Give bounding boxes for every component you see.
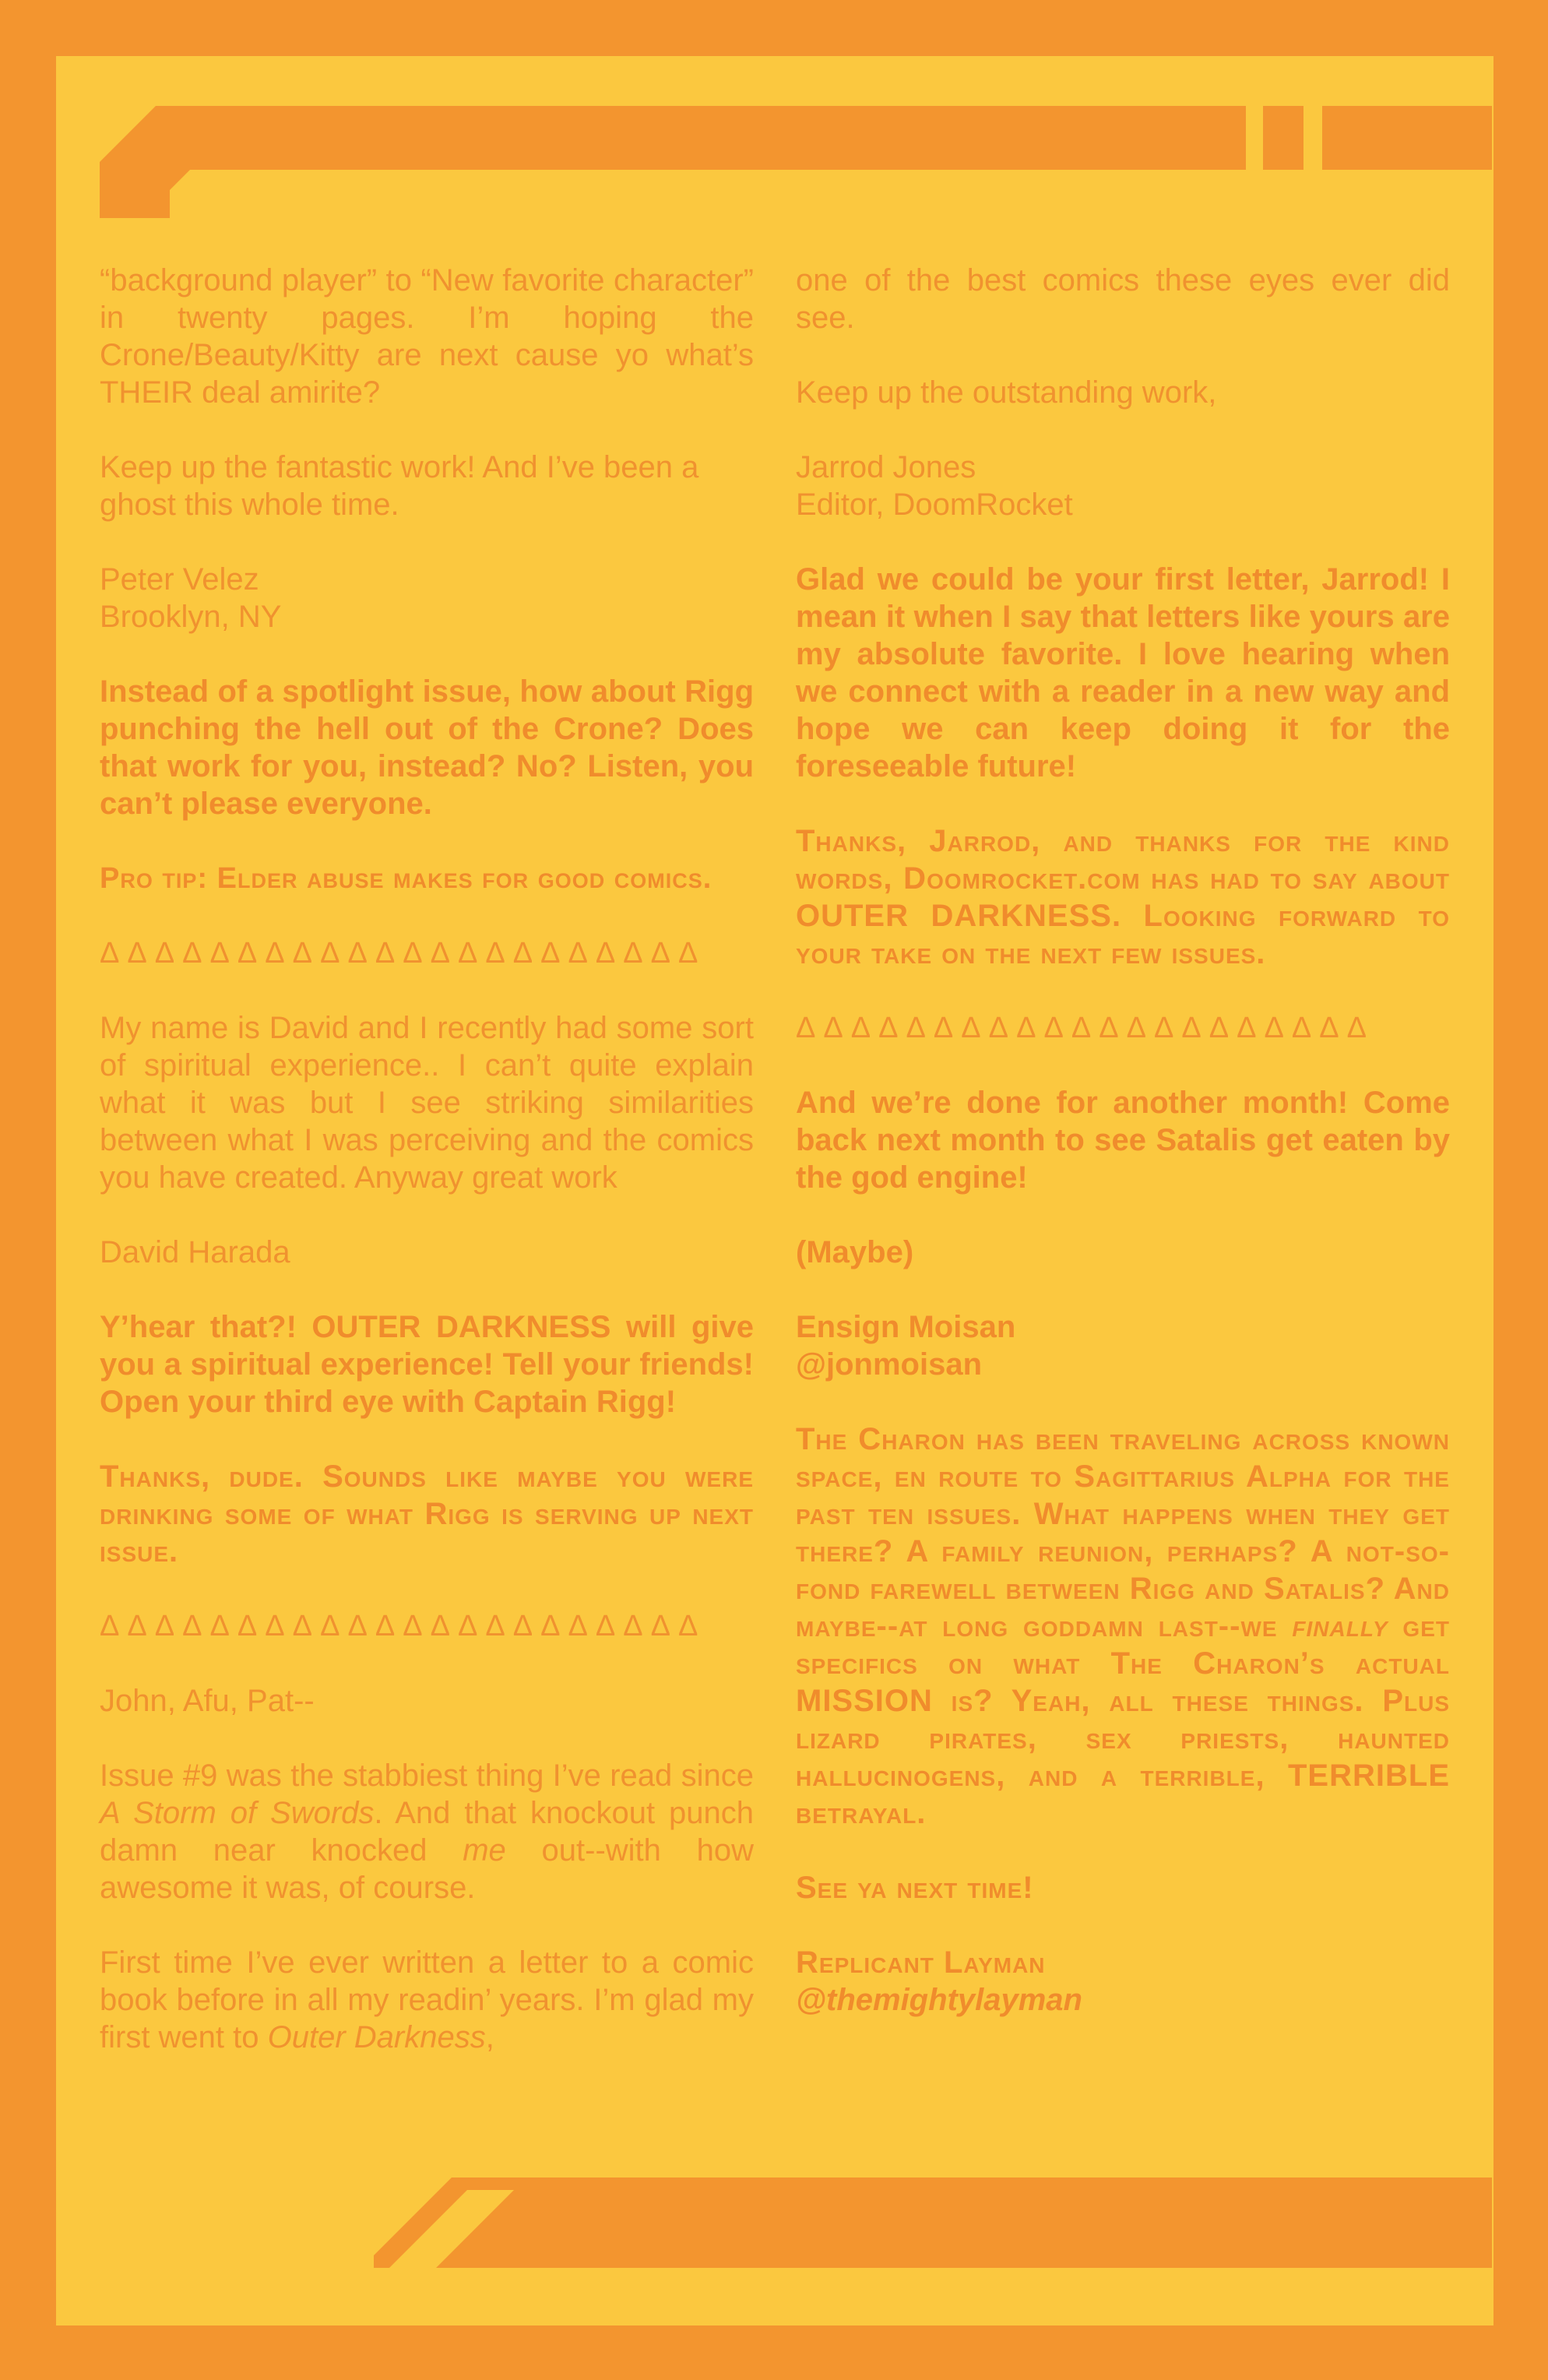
text-run: Thanks, Jarrod, and thanks for the kind words, Doomrocket.com has had to say about	[796, 824, 1450, 896]
text-run: ,	[485, 2020, 494, 2054]
text-run: The Charon has been traveling across known space, en route to Sagittarius Alpha for the past ten issues. What happens when they get there? A family reunion, perhaps? A not-so-fond farewell between Rigg and Satalis? And maybe--at long goddamn last--we	[796, 1422, 1450, 1643]
reply-text: Glad we could be your first letter, Jarrod! I mean it when I say that letters like yours are my absolute favorite. I love hearing when we connect with a reader in a new way and hope we can keep doing it for the foreseeable future!	[796, 562, 1450, 783]
signature-name: Peter Velez	[100, 562, 259, 597]
text-run: . And that knockout punch damn near knocked	[100, 1796, 754, 1868]
editor-signature	[796, 1308, 1450, 1383]
left-column	[100, 262, 754, 2093]
right-column	[796, 262, 1450, 2056]
top-bar-block	[1263, 106, 1303, 170]
reply-protip: Pro tip: Elder abuse makes for good comics.	[100, 862, 712, 895]
reply-text: Y’hear that?! OUTER DARKNESS will give you a spiritual experience! Tell your friends! Open your third eye with Captain Rigg!	[100, 1310, 754, 1419]
letter3-text	[100, 1757, 754, 1906]
closing-aside: (Maybe)	[796, 1235, 914, 1269]
comic-title: Outer Darkness	[267, 2020, 486, 2054]
signature-handle: @themightylayman	[796, 1983, 1082, 2017]
delta-divider: ΔΔΔΔΔΔΔΔΔΔΔΔΔΔΔΔΔΔΔΔΔΔ	[100, 1610, 706, 1642]
emphasis: me	[463, 1833, 506, 1868]
writer-signature	[796, 1944, 1450, 2019]
top-bar	[100, 106, 1246, 218]
letter2-text: My name is David and I recently had some sort of spiritual experience.. I can’t quite explain what it was but I see striking similarities between what I was perceiving and the comics you have created. Anyway great work	[100, 1011, 754, 1195]
sign-off: See ya next time!	[796, 1871, 1034, 1905]
text-run: is? Yeah, all these things. Plus lizard pirates, sex priests, haunted hallucinogens, and a terrible,	[796, 1684, 1450, 1793]
letter3-text	[100, 1944, 754, 2056]
signature-name: Ensign Moisan	[796, 1310, 1016, 1344]
emphasis: finally	[1292, 1609, 1388, 1643]
letter3-text: one of the best comics these eyes ever did see.	[796, 263, 1450, 335]
book-title: A Storm of Swords	[100, 1796, 375, 1830]
letter1-text: “background player” to “New favorite character” in twenty pages. I’m hoping the Crone/Beauty/Kitty are next cause yo what’s THEIR deal amirite?	[100, 263, 754, 410]
text-run: Looking forward to your take on the next few issues.	[796, 899, 1450, 970]
delta-divider: ΔΔΔΔΔΔΔΔΔΔΔΔΔΔΔΔΔΔΔΔΔ	[796, 1012, 1375, 1044]
signature-handle: @jonmoisan	[796, 1347, 983, 1382]
top-bar-end	[1322, 106, 1492, 170]
reply-text	[796, 822, 1450, 972]
signature-name: Replicant Layman	[796, 1945, 1046, 1980]
next-issue-preview	[796, 1421, 1450, 1832]
delta-divider: ΔΔΔΔΔΔΔΔΔΔΔΔΔΔΔΔΔΔΔΔΔΔ	[100, 937, 706, 970]
signature-name: Jarrod Jones	[796, 450, 976, 484]
letter1-signature	[100, 561, 754, 635]
text-run: get specifics on what The Charon’s actual	[796, 1609, 1450, 1681]
text-run: Issue #9 was the stabbiest thing I’ve read since	[100, 1759, 754, 1793]
closing-text: And we’re done for another month! Come back next month to see Satalis get eaten by the god engine!	[796, 1086, 1450, 1195]
text-run: betrayal.	[796, 1796, 927, 1830]
text-run: out--with how awesome it was, of course.	[100, 1833, 754, 1905]
letter3-closing: Keep up the outstanding work,	[796, 375, 1217, 410]
comic-title: OUTER DARKNESS.	[796, 899, 1122, 933]
signature-title: Editor, DoomRocket	[796, 488, 1073, 522]
letter2-signature: David Harada	[100, 1235, 290, 1269]
reply-text: Instead of a spotlight issue, how about Rigg punching the hell out of the Crone? Does that work for you, instead? No? Listen, you can’t please everyone.	[100, 674, 754, 821]
reply-text: Thanks, dude. Sounds like maybe you were drinking some of what Rigg is serving up next issue.	[100, 1459, 754, 1568]
emphasis-caps: TERRIBLE	[1288, 1759, 1450, 1793]
emphasis-caps: MISSION	[796, 1684, 933, 1718]
bottom-bar	[374, 2178, 1492, 2268]
letter3-greeting: John, Afu, Pat--	[100, 1684, 315, 1718]
signature-location: Brooklyn, NY	[100, 600, 282, 634]
text-run: First time I’ve ever written a letter to a comic book before in all my readin’ years. I’m glad my first went to	[100, 1945, 754, 2054]
letter3-signature	[796, 449, 1450, 523]
letter1-closing: Keep up the fantastic work! And I’ve been a ghost this whole time.	[100, 450, 699, 522]
